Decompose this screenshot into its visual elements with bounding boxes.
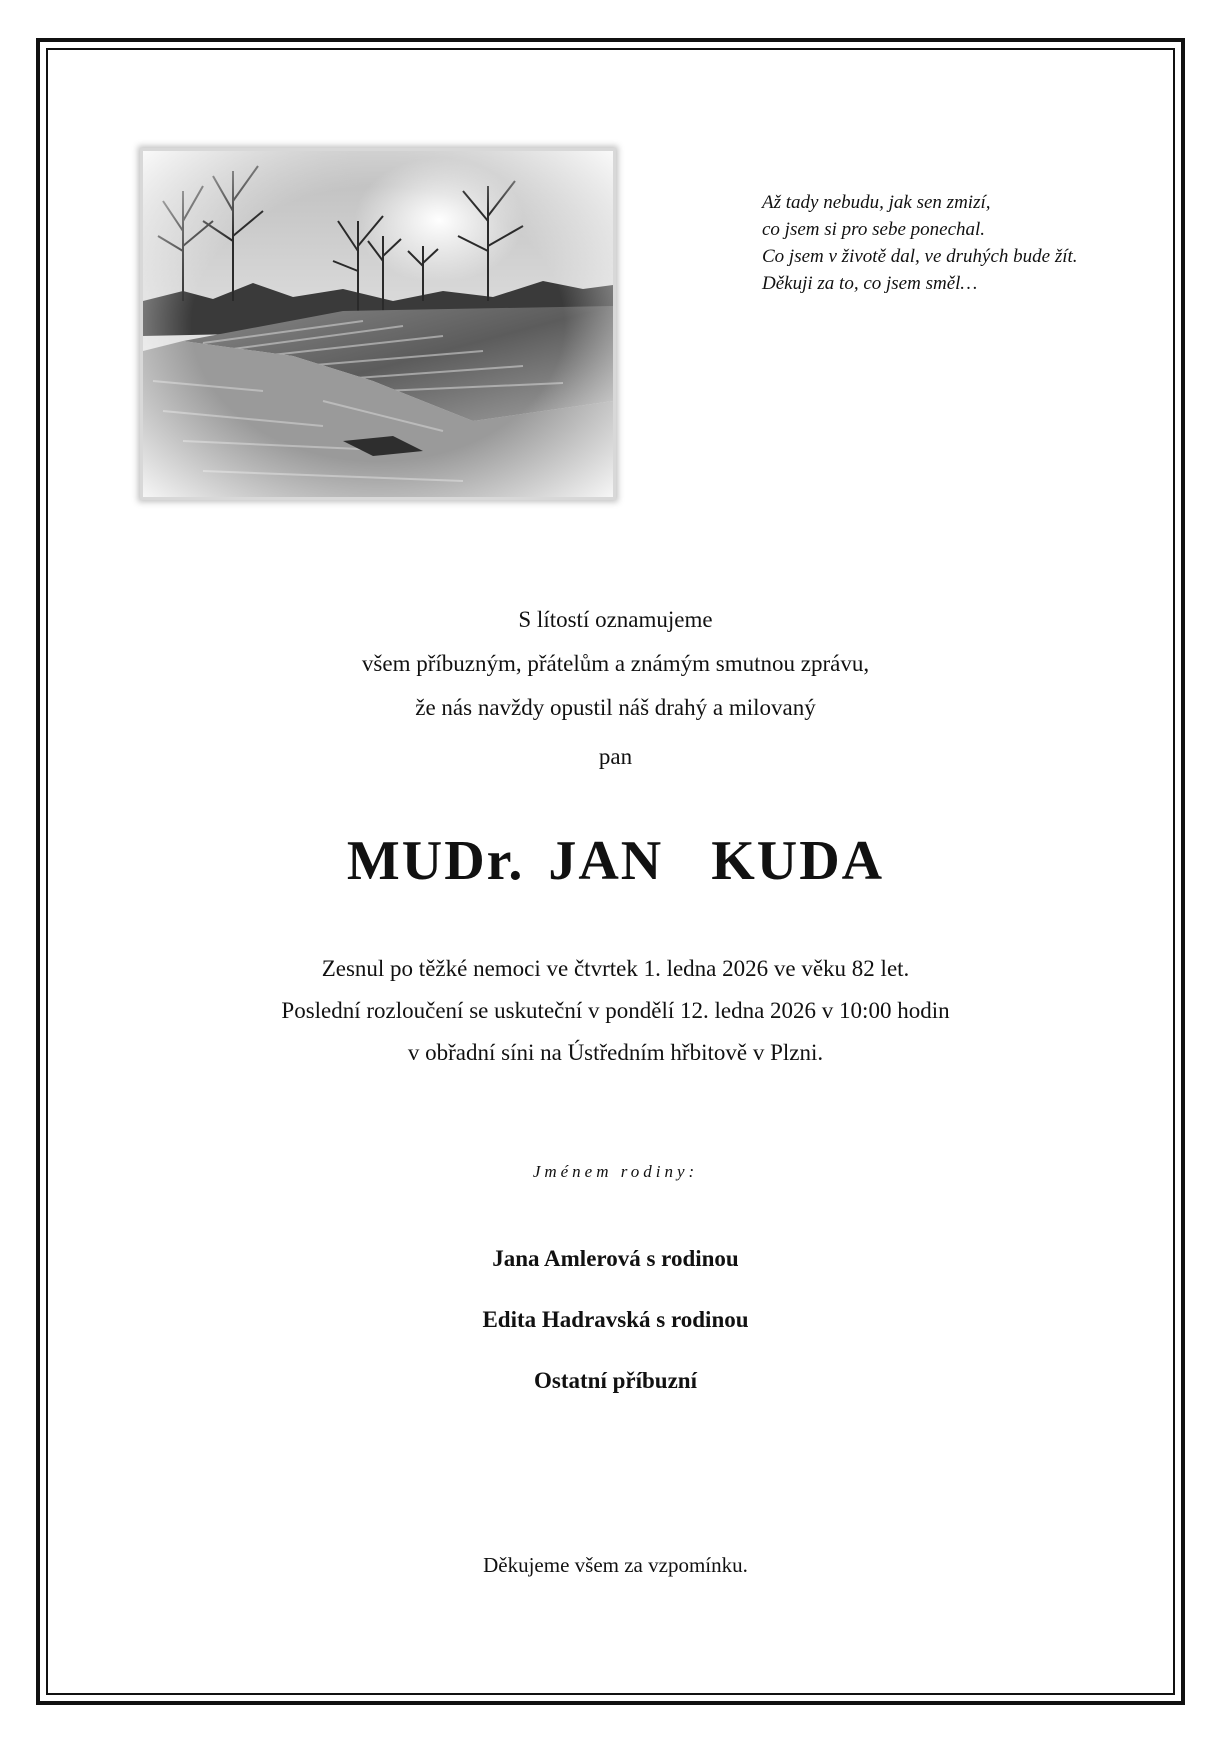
details-line: Zesnul po těžké nemoci ve čtvrtek 1. ledna 2026 ve věku 82 let. [321, 956, 910, 981]
poem-line: Co jsem v životě dal, ve druhých bude žít. [762, 246, 1078, 267]
announcement-line: že nás navždy opustil náš drahý a milovaný [415, 695, 816, 720]
announcement-line: S lítostí oznamujeme [518, 607, 713, 632]
poem-verse [762, 189, 1078, 297]
landscape-photo [140, 148, 616, 500]
poem-line: Děkuji za to, co jsem směl… [762, 273, 978, 294]
poem-line: co jsem si pro sebe ponechal. [762, 219, 986, 240]
family-member: Ostatní příbuzní [534, 1368, 697, 1393]
announcement-text [0, 598, 1231, 730]
details-line: Poslední rozloučení se uskuteční v pondělí 12. ledna 2026 v 10:00 hodin [281, 998, 950, 1023]
family-label: Jménem rodiny: [532, 1162, 699, 1181]
closing-thanks: Děkujeme všem za vzpomínku. [483, 1553, 748, 1577]
deceased-name [0, 826, 1231, 896]
family-list [0, 1228, 1231, 1411]
announcement-line: všem příbuzným, přátelům a známým smutnou zprávu, [361, 651, 870, 676]
deceased-name-text: MUDr. JAN KUDA [346, 830, 885, 892]
family-member: Edita Hadravská s rodinou [482, 1307, 749, 1332]
details-line: v obřadní síni na Ústředním hřbitově v Plzni. [407, 1040, 824, 1065]
poem-line: Až tady nebudu, jak sen zmizí, [762, 192, 991, 213]
title-word: pan [598, 744, 633, 769]
family-member: Jana Amlerová s rodinou [492, 1246, 739, 1271]
funeral-details [0, 948, 1231, 1074]
